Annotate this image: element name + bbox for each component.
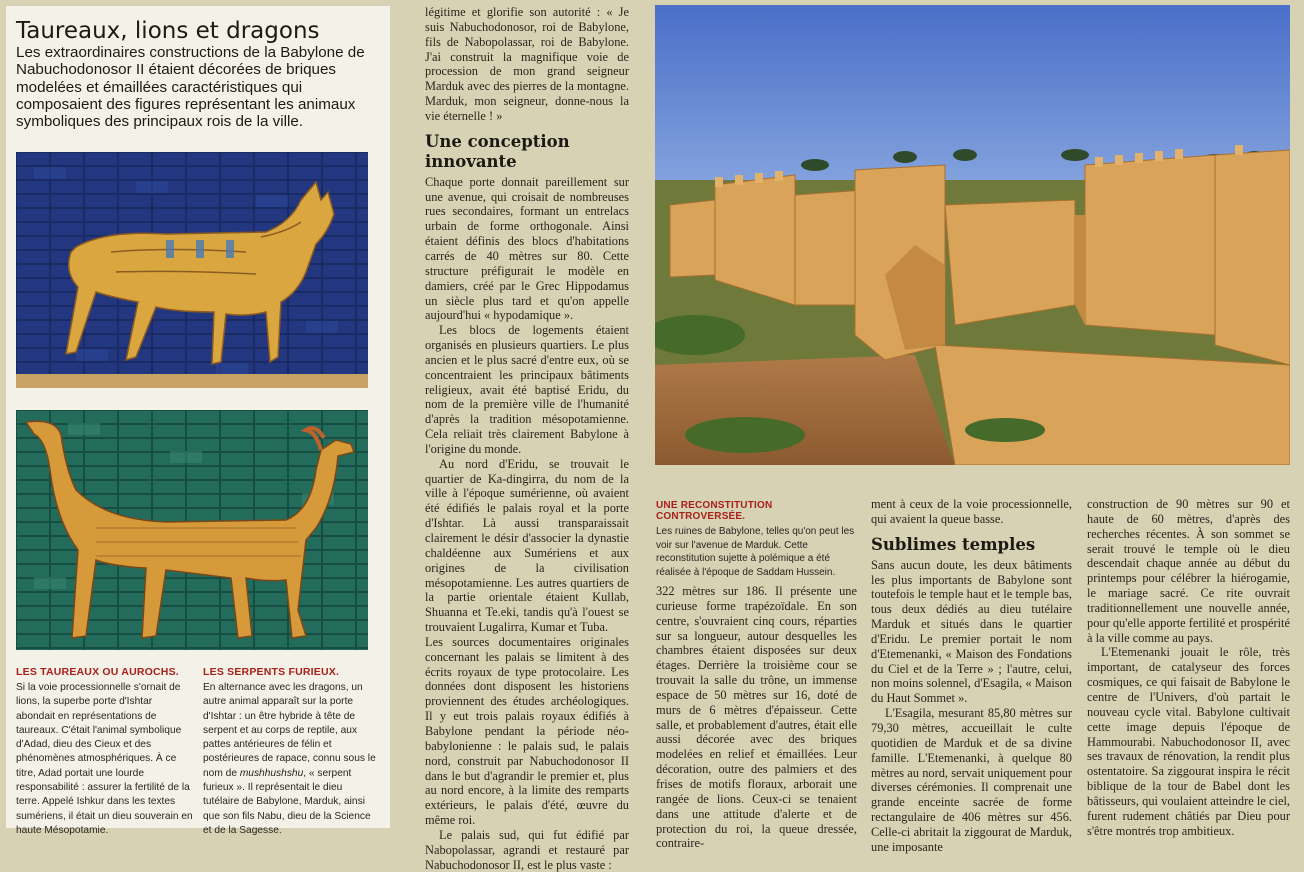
article-column-3 <box>871 497 1072 855</box>
paragraph: Au nord d'Eridu, se trouvait le quartier de Ka-dingirra, du nom de la ville à l'époque sumérienne, où avaient été édifiés le palais royal et la porte d'Ishtar. Là aussi transparaissait clairement le désir d'associer la dynastie chaldéenne aux Sumériens et aux origines de la civilisation mésopotamienne. Les autres quartiers de la partie orientale étaient Kullab, Shuanna et Te.eki, tandis qu'à l'ouest se trouvaient Lugalirra, Kumar et Tuba. <box>425 456 629 635</box>
serpent-caption-text-a: En alternance avec les dragons, un autre animal apparaît sur la porte d'Ishtar : un être hybride à tête de serpent et au corps de reptile, aux pattes antérieures de félin et postérieures de rapace, connu sous le nom de <box>203 682 376 779</box>
sidebar-intro: Les extraordinaires constructions de la Babylone de Nabuchodonosor II étaient décorées de briques modelées et émaillées caractéristiques qui composaient des figures représentant les animaux symboliques des principaux rois de la ville. <box>16 44 365 131</box>
paragraph: Chaque porte donnait pareillement sur une avenue, qui croisait de nombreuses rues secondaires, formant un entrelacs urbain de forme orthogonale. Ainsi étaient définis des blocs d'habitations carrés de 40 mètres sur 80. Cette structure préfigurait le modèle en damiers, créé par le Grec Hippodamus un siècle plus tard et qu'on appelle aujourd'hui « hypodamique ». <box>425 174 629 323</box>
serpent-caption-text-b: , « serpent furieux ». Il représentait le dieu tutélaire de Babylone, Marduk, ainsi que son fils Nabu, dieu de la Science et de la Sagesse. <box>203 767 371 836</box>
main-caption-heading: UNE RECONSTITUTION CONTROVERSÉE. <box>656 500 773 522</box>
paragraph: Les blocs de logements étaient organisés en plusieurs quartiers. Le plus ancien et le plus sacré d'entre eux, où se concentraient les principaux bâtiments religieux, avait été baptisé Eridu, du nom de la première ville de l'humanité d'après la tradition mésopotamienne. Cela reliait très clairement Babylone à l'origine du monde. <box>425 323 629 456</box>
paragraph: Les sources documentaires originales concernant les palais se limitent à des écrits royaux de type protocolaire. Les données dont disposent les historiens proviennent des études archéologiques. Il y eut trois palais royaux édifiés à Babylone pendant la période néo-babylonienne : le palais sud, le palais nord, construit par Nabuchodonosor II dans le but d'agrandir le premier et, plus au nord encore, à la limite des remparts extérieurs, le palais d'été, œuvre du même roi. <box>425 634 629 828</box>
serpent-caption-text <box>203 681 381 838</box>
section-heading-conception: Une conception innovante <box>425 131 570 171</box>
main-photo-caption <box>656 500 856 579</box>
article-column-2 <box>656 584 857 851</box>
aurochs-caption <box>16 666 194 838</box>
serpent-caption-term: mushhushshu <box>239 767 304 779</box>
aurochs-illustration <box>16 152 368 388</box>
aurochs-caption-text: Si la voie processionnelle s'ornait de lions, la superbe porte d'Ishtar abondait en représentations de taureaux. C'était l'animal symbolique d'Adad, dieu des Cieux et des phénomènes atmosphériques. À ce titre, Adad portait une lourde responsabilité : assurer la fertilité de la terre. Appelé Ishkur dans les textes sumériens, il était un dieu souverain en haute Mésopotamie. <box>16 682 193 836</box>
paragraph: L'Esagila, mesurant 85,80 mètres sur 79,30 mètres, accueillait le culte quotidien de Marduk et de sa divine famille. L'Etemenanki, à quelque 80 mètres au nord, servait uniquement pour diverses cérémonies. Il comprenait une grande enceinte sacrée de forme rectangulaire de 406 mètres sur 456. Celle-ci abritait la ziggourat de Marduk, une imposante <box>871 706 1072 854</box>
mushhushshu-dragon-illustration <box>16 410 368 650</box>
paragraph: Le palais sud, qui fut édifié par Nabopolassar, agrandi et restauré par Nabuchodonosor II, est le plus vaste : <box>425 827 629 872</box>
serpent-caption-heading: LES SERPENTS FURIEUX. <box>203 666 340 678</box>
article-column-1 <box>425 5 629 872</box>
paragraph: construction de 90 mètres sur 90 et haute de 60 mètres, d'après des recherches récentes. À son sommet se serait trouvé le temple où le dieu descendait chaque année au début du printemps pour célébrer la hiérogamie, le mariage sacré. Ce rite ouvrait traditionnellement une nouvelle année, pour qu'elle apporte fertilité et prospérité à la ville comme au pays. <box>1087 497 1290 645</box>
sidebar-title: Taureaux, lions et dragons <box>16 18 320 44</box>
paragraph: L'Etemenanki jouait le rôle, très important, de catalyseur des forces cosmiques, ce qui faisait de Babylone le centre de l'Univers, d'où partait le nouveau cycle vital. Babylone cultivait cette image depuis l'époque de Hammourabi. Nabuchodonosor II, avec ses travaux de rénovation, la rendit plus ostentatoire. Sa ziggourat inspira le récit biblique de la tour de Babel dont les bâtisseurs, qui voulaient atteindre le ciel, furent rudement châtiés par Dieu pour s'être montrés trop ambitieux. <box>1087 645 1290 838</box>
aurochs-caption-heading: LES TAUREAUX OU AUROCHS. <box>16 666 179 678</box>
section-heading-temples: Sublimes temples <box>871 534 1036 554</box>
royal-inscription-quote: légitime et glorifie son autorité : « Je suis Nabuchodonosor, roi de Babylone, fils de Nabopolassar, roi de Babylone. J'ai construit la magnifique voie de procession de mon grand seigneur Marduk avec des pierres de la montagne. Marduk, mon seigneur, donne-nous la vie éternelle ! » <box>425 5 629 123</box>
paragraph: Sans aucun doute, les deux bâtiments les plus importants de Babylone sont toutefois le temple haut et le temple bas, tous deux dédiés au dieu tutélaire Marduk et situés dans le quartier d'Eridu. Le premier portait le nom d'Etemenanki, « Maison des Fondations du Ciel et de la Terre » ; l'autre, celui, non moins solennel, d'Esagila, « Maison du Haut Sommet ». <box>871 557 1072 706</box>
serpent-caption <box>203 666 381 838</box>
sidebar-panel <box>6 6 390 836</box>
main-caption-text: Les ruines de Babylone, telles qu'on peut les voir sur l'avenue de Marduk. Cette reconstitution sujette à polémique a été réalisée à l'époque de Saddam Hussein. <box>656 526 855 578</box>
paragraph: ment à ceux de la voie processionnelle, qui avaient la queue basse. <box>871 497 1072 526</box>
dragon-brick-relief-image <box>16 410 368 650</box>
babylon-ruins-photo <box>655 5 1290 465</box>
article-column-4 <box>1087 497 1290 838</box>
reconstructed-walls-illustration <box>655 5 1290 465</box>
paragraph: 322 mètres sur 186. Il présente une curieuse forme trapézoïdale. En son centre, s'ouvraient cinq cours, réparties sur sa longueur, autour desquelles les chambres étaient disposées sur deux étages. Derrière la troisième cour se trouvait la salle du trône, un immense espace de 50 mètres sur 16, doté de murs de 6 mètres d'épaisseur. Cette salle, et probablement d'autres, était elle aussi décorée avec des briques modelées en relief et émaillées. Leur décoration, outre des palmiers et des frises de motifs floraux, arborait une rangée de lions. Ceux-ci se tenaient dans une attitude d'alerte et de protection du roi, la queue dressée, contraire- <box>656 584 857 851</box>
aurochs-brick-relief-image <box>16 152 368 388</box>
